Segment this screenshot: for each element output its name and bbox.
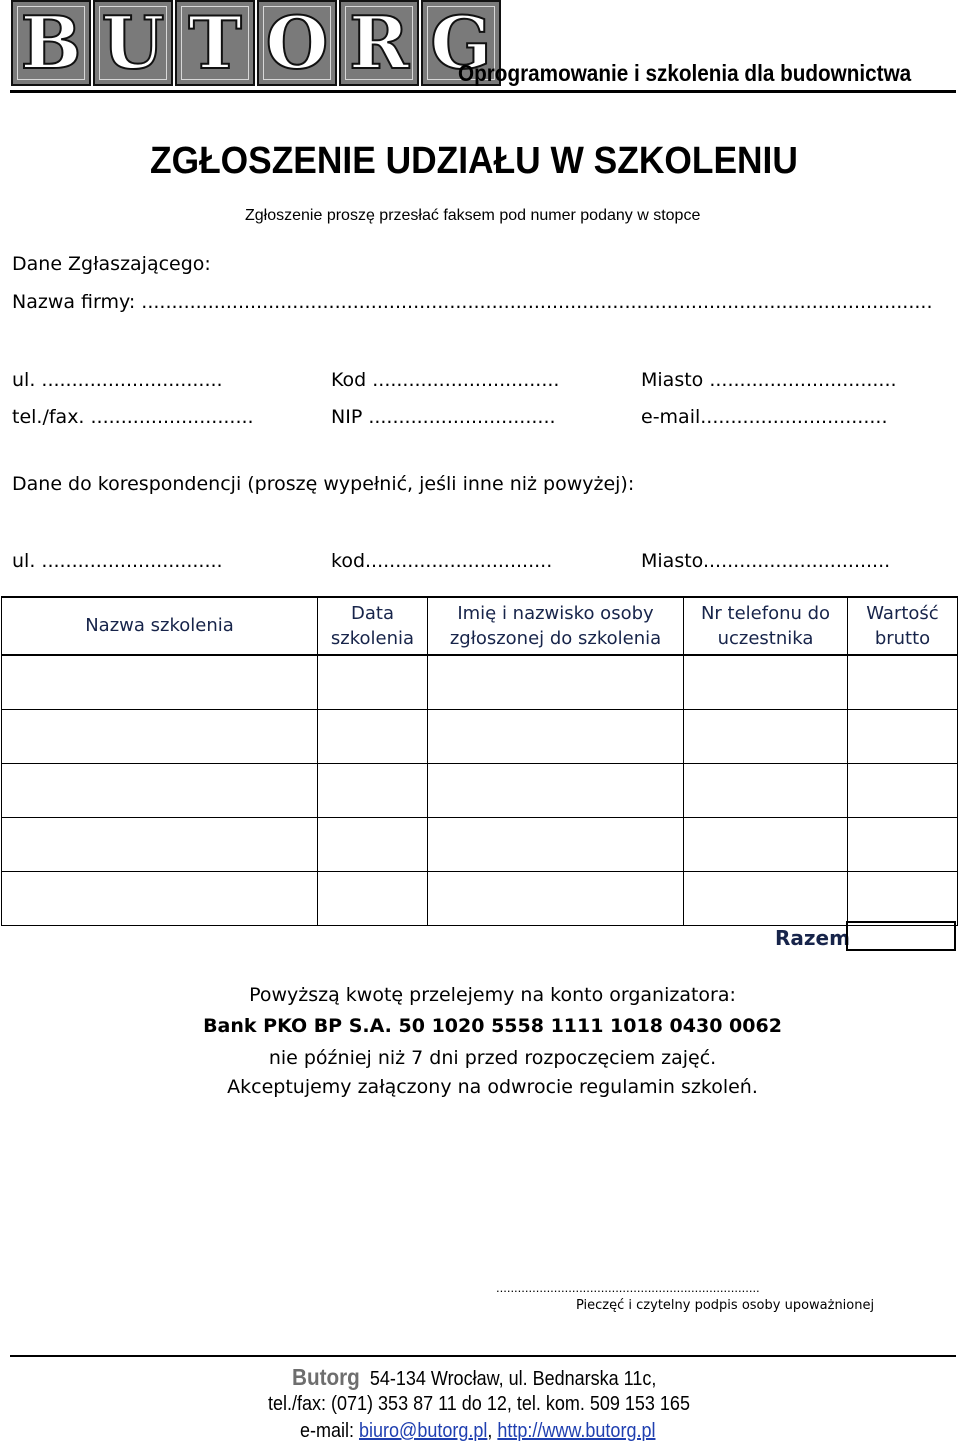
correspondence-label: Dane do korespondencji (proszę wypełnić, jeśli inne niż powyżej):	[12, 473, 635, 495]
table-cell[interactable]	[2, 655, 318, 710]
butorg-logo	[11, 0, 501, 86]
col-header-training-date: Data szkolenia	[318, 597, 428, 655]
col-header-participant-name: Imię i nazwisko osoby zgłoszonej do szkolenia	[428, 597, 684, 655]
page-subtitle: Zgłoszenie proszę przesłać faksem pod numer podany w stopce	[245, 207, 701, 224]
table-row	[2, 655, 958, 710]
table-cell[interactable]	[684, 655, 848, 710]
footer-phones: tel./fax: (071) 353 87 11 do 12, tel. kom. 509 153 165	[268, 1393, 690, 1415]
footer-brand: Butorg	[292, 1364, 360, 1390]
footer-divider	[10, 1355, 956, 1357]
footer-contact-line	[300, 1420, 655, 1443]
table-cell[interactable]	[2, 764, 318, 818]
table-cell[interactable]	[684, 710, 848, 764]
table-row	[2, 710, 958, 764]
table-cell[interactable]	[848, 710, 958, 764]
table-cell[interactable]	[848, 818, 958, 872]
registration-table	[1, 596, 958, 926]
signature-line[interactable]: .........................................................................	[496, 1280, 760, 1295]
col-header-gross-value: Wartość brutto	[848, 597, 958, 655]
applicant-section-label: Dane Zgłaszającego:	[12, 253, 211, 275]
logo-letter	[339, 0, 419, 86]
col-header-participant-phone: Nr telefonu do uczestnika	[684, 597, 848, 655]
logo-letter	[175, 0, 255, 86]
logo-letter-text: B	[20, 0, 82, 85]
signature-caption: Pieczęć i czytelny podpis osoby upoważnionej	[576, 1298, 875, 1313]
table-cell[interactable]	[428, 655, 684, 710]
table-cell[interactable]	[318, 764, 428, 818]
table-cell[interactable]	[318, 818, 428, 872]
postal-code-field[interactable]: Kod ...............................	[331, 369, 560, 391]
payment-line-4: Akceptujemy załączony na odwrocie regulamin szkoleń.	[227, 1076, 758, 1098]
logo-letter-text: R	[349, 0, 409, 85]
city-field[interactable]: Miasto ...............................	[641, 369, 897, 391]
corr-city-field[interactable]: Miasto...............................	[641, 550, 891, 572]
table-cell[interactable]	[848, 872, 958, 926]
footer-address: 54-134 Wrocław, ul. Bednarska 11c,	[369, 1368, 657, 1390]
nip-field[interactable]: NIP ...............................	[331, 406, 556, 428]
table-cell[interactable]	[2, 710, 318, 764]
page-title: ZGŁOSZENIE UDZIAŁU W SZKOLENIU	[150, 140, 798, 182]
logo-letter	[11, 0, 91, 86]
table-cell[interactable]	[428, 710, 684, 764]
table-cell[interactable]	[2, 872, 318, 926]
table-cell[interactable]	[684, 764, 848, 818]
table-cell[interactable]	[684, 818, 848, 872]
table-cell[interactable]	[848, 655, 958, 710]
footer-email-label: e-mail:	[300, 1420, 360, 1442]
street-field[interactable]: ul. ..............................	[12, 369, 223, 391]
logo-letter-text: O	[265, 0, 329, 85]
total-label: Razem	[775, 926, 850, 950]
logo-letter-text: U	[101, 0, 165, 85]
total-value-box[interactable]	[846, 921, 956, 951]
email-field[interactable]: e-mail...............................	[641, 406, 888, 428]
logo-letter	[93, 0, 173, 86]
bank-account: Bank PKO BP S.A. 50 1020 5558 1111 1018 0430 0062	[203, 1015, 782, 1037]
payment-line-3: nie później niż 7 dni przed rozpoczęciem zajęć.	[268, 1047, 717, 1069]
footer-separator: ,	[487, 1420, 498, 1442]
payment-line-1: Powyższą kwotę przelejemy na konto organizatora:	[249, 984, 736, 1006]
table-cell[interactable]	[684, 872, 848, 926]
table-header-row	[2, 597, 958, 655]
table-cell[interactable]	[428, 764, 684, 818]
header-divider	[10, 90, 956, 93]
header-tagline: Oprogramowanie i szkolenia dla budownictwa	[458, 60, 912, 86]
logo-letter-text: G	[430, 0, 492, 85]
footer-website-link[interactable]: http://www.butorg.pl	[497, 1420, 656, 1442]
logo-letter	[257, 0, 337, 86]
table-cell[interactable]	[318, 872, 428, 926]
footer-address-line	[292, 1364, 656, 1391]
table-cell[interactable]	[318, 710, 428, 764]
footer-email-link[interactable]: biuro@butorg.pl	[359, 1420, 488, 1442]
table-row	[2, 872, 958, 926]
company-name-field[interactable]: Nazwa firmy: ...................................................................................................................................	[12, 291, 933, 313]
table-row	[2, 764, 958, 818]
table-cell[interactable]	[318, 655, 428, 710]
logo-letter-text: T	[188, 0, 242, 85]
corr-postal-code-field[interactable]: kod...............................	[331, 550, 553, 572]
table-cell[interactable]	[428, 818, 684, 872]
table-row	[2, 818, 958, 872]
col-header-training-name: Nazwa szkolenia	[2, 597, 318, 655]
phone-fax-field[interactable]: tel./fax. ...........................	[12, 406, 254, 428]
table-cell[interactable]	[428, 872, 684, 926]
table-cell[interactable]	[2, 818, 318, 872]
table-cell[interactable]	[848, 764, 958, 818]
corr-street-field[interactable]: ul. ..............................	[12, 550, 223, 572]
